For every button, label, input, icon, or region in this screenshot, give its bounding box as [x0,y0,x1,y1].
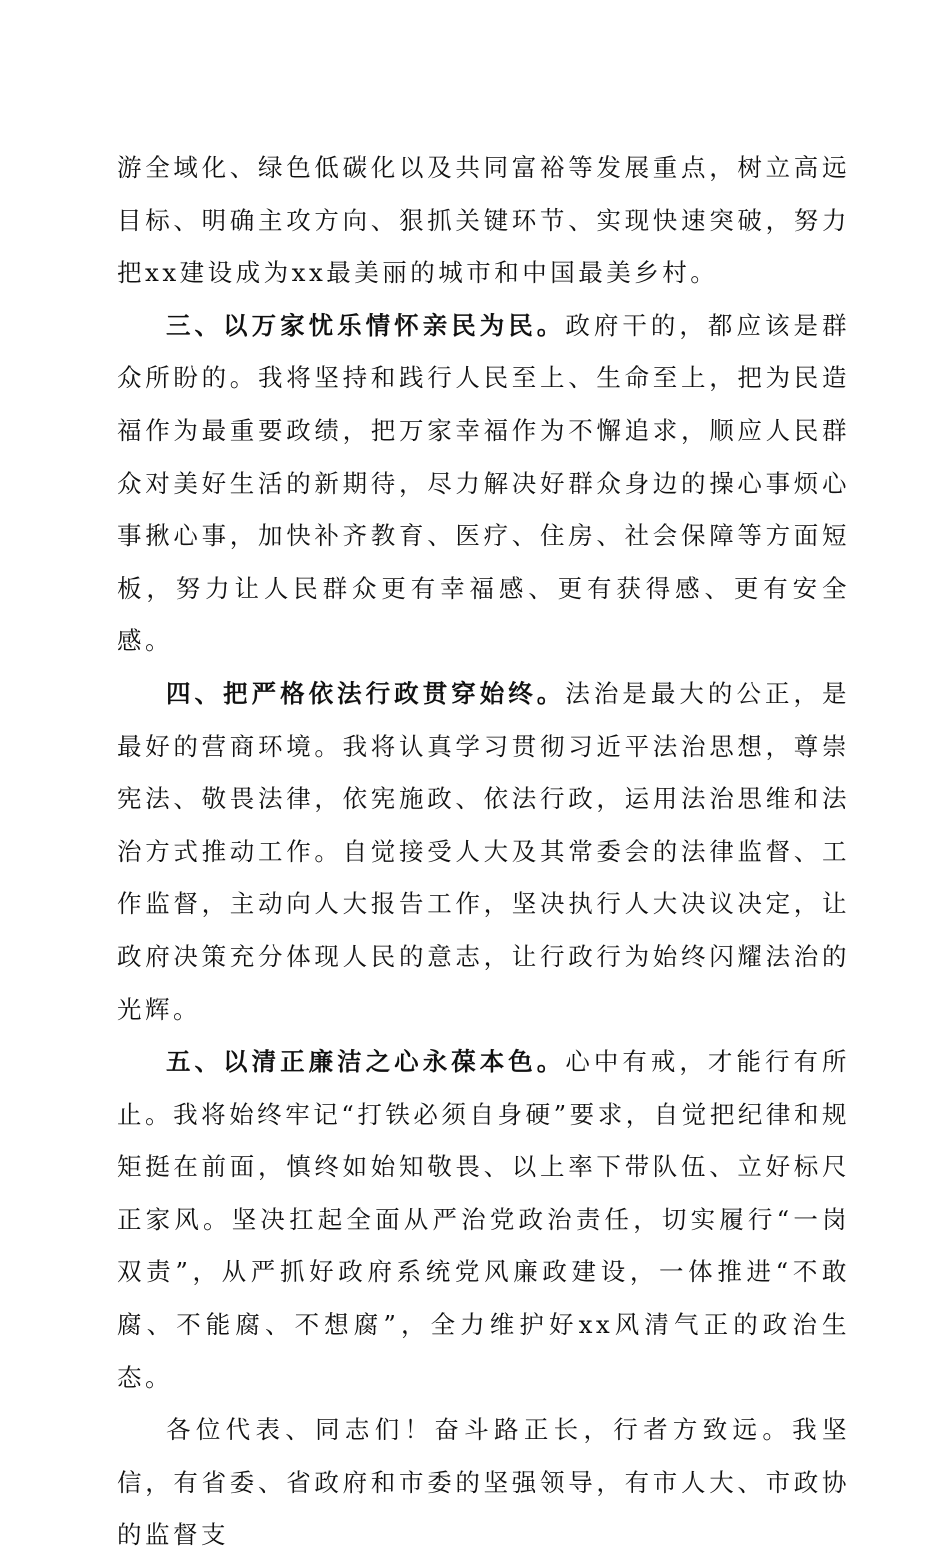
paragraph-text: 游全域化、绿色低碳化以及共同富裕等发展重点，树立高远目标、明确主攻方向、狠抓关键环节、实现快速突破，努力把xx建设成为xx最美丽的城市和中国最美乡村。 [117,153,850,288]
section-heading: 三、以万家忧乐情怀亲民为民。 [166,310,566,340]
paragraph-section-5 [117,1036,850,1404]
paragraph-continuation [117,142,850,300]
paragraph-text: 各位代表、同志们！奋斗路正长，行者方致远。我坚信，有省委、省政府和市委的坚强领导，有市人大、市政协的监督支 [117,1415,850,1550]
section-heading: 四、把严格依法行政贯穿始终。 [166,678,566,708]
paragraph-section-4 [117,668,850,1036]
paragraph-text: 政府干的，都应该是群众所盼的。我将坚持和践行人民至上、生命至上，把为民造福作为最重要政绩，把万家幸福作为不懈追求，顺应人民群众对美好生活的新期待，尽力解决好群众身边的操心事烦心事揪心事，加快补齐教育、医疗、住房、社会保障等方面短板，努力让人民群众更有幸福感、更有获得感、更有安全感。 [117,310,851,656]
paragraph-closing [117,1404,850,1562]
paragraph-section-3 [117,300,850,668]
section-heading: 五、以清正廉洁之心永葆本色。 [166,1047,566,1077]
paragraph-text: 心中有戒，才能行有所止。我将始终牢记“打铁必须自身硬”要求，自觉把纪律和规矩挺在前面，慎终如始知敬畏、以上率下带队伍、立好标尺正家风。坚决扛起全面从严治党政治责任，切实履行“一岗双责”，从严抓好政府系统党风廉政建设，一体推进“不敢腐、不能腐、不想腐”，全力维护好xx风清气正的政治生态。 [117,1047,851,1392]
paragraph-text: 法治是最大的公正，是最好的营商环境。我将认真学习贯彻习近平法治思想，尊崇宪法、敬畏法律，依宪施政、依法行政，运用法治思维和法治方式推动工作。自觉接受人大及其常委会的法律监督、工作监督，主动向人大报告工作，坚决执行人大决议决定，让政府决策充分体现人民的意志，让行政行为始终闪耀法治的光辉。 [117,678,851,1024]
